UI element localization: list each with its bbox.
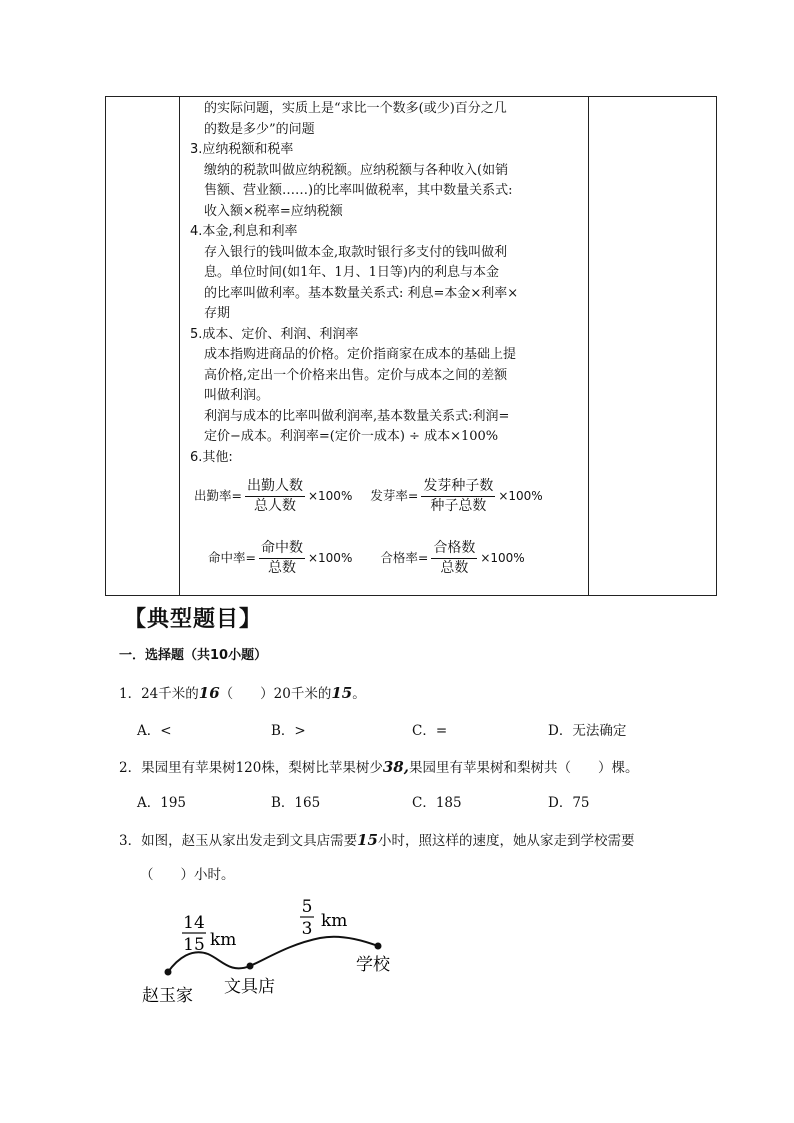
distance-1-numerator: 14 xyxy=(183,913,205,933)
heading-other: 6.其他: xyxy=(190,449,233,465)
question-text: 。 xyxy=(352,686,366,702)
formula-hit-rate xyxy=(208,539,352,578)
distance-1-denominator: 15 xyxy=(183,935,205,955)
formula-fraction xyxy=(421,477,495,516)
fraction-numerator: 发芽种子数 xyxy=(421,477,495,497)
notes-line: 的实际问题，实质上是“求比一个数多(或少)百分之几 xyxy=(204,101,507,116)
fraction-numerator: 命中数 xyxy=(259,539,305,559)
option-c[interactable]: C．185 xyxy=(412,795,462,811)
table-divider-left xyxy=(179,97,180,595)
heading-profit: 5.成本、定价、利润、利润率 xyxy=(190,326,359,342)
fraction-numerator: 出勤人数 xyxy=(245,477,305,497)
notes-line: 收入额×税率=应纳税额 xyxy=(204,203,343,219)
formula-tail: ×100% xyxy=(307,488,353,503)
question-text: 1．24千米的 xyxy=(119,686,199,702)
question-3 xyxy=(119,829,634,849)
option-d[interactable]: D．无法确定 xyxy=(548,723,627,739)
question-value: 15 xyxy=(331,684,353,702)
fraction-denominator: 总数 xyxy=(267,559,296,576)
notes-table xyxy=(105,96,717,596)
notes-line: 成本指购进商品的价格。定价指商家在成本的基础上提 xyxy=(204,347,517,362)
fraction-denominator: 总人数 xyxy=(253,497,296,514)
formula-label: 出勤率= xyxy=(194,487,242,503)
formula-tail: ×100% xyxy=(498,488,543,503)
notes-line: 缴纳的税款叫做应纳税额。应纳税额与各种收入(如销 xyxy=(204,162,509,178)
formula-label: 合格率= xyxy=(380,549,429,565)
option-a[interactable]: A．< xyxy=(137,723,172,739)
notes-line: 高价格,定出一个价格来出售。定价与成本之间的差额 xyxy=(204,367,508,383)
formula-tail: ×100% xyxy=(307,550,353,565)
question-text: 果园里有苹果树和梨树共（ ）棵。 xyxy=(408,760,639,776)
notes-line: 叫做利润。 xyxy=(204,388,270,403)
distance-2-numerator: 5 xyxy=(301,897,313,917)
question-value: 15 xyxy=(357,831,378,849)
notes-line: 定价−成本。利润率=(定价一成本) ÷ 成本×100% xyxy=(204,429,499,444)
formula-attendance xyxy=(194,477,352,516)
question-1 xyxy=(119,682,366,702)
formula-row xyxy=(194,530,590,586)
option-b[interactable]: B．> xyxy=(271,723,306,739)
notes-line: 利润与成本的比率叫做利润率,基本数量关系式:利润= xyxy=(204,408,510,424)
distance-2-unit: km xyxy=(321,911,348,931)
fraction-numerator: 合格数 xyxy=(431,539,477,559)
heading-tax: 3.应纳税额和税率 xyxy=(190,142,294,157)
option-d[interactable]: D．75 xyxy=(548,795,590,811)
label-home: 赵玉家 xyxy=(142,986,193,1006)
question-2 xyxy=(119,756,638,776)
option-a[interactable]: A．195 xyxy=(137,795,187,811)
label-store: 文具店 xyxy=(224,977,275,997)
formula-fraction xyxy=(259,539,305,578)
formula-tail: ×100% xyxy=(480,550,525,565)
distance-1-unit: km xyxy=(210,930,237,950)
question-text: （ ）20千米的 xyxy=(219,686,332,702)
formula-pass-rate xyxy=(380,539,524,578)
option-b[interactable]: B．165 xyxy=(271,795,321,811)
question-value: 16 xyxy=(198,684,220,702)
distance-2-denominator: 3 xyxy=(301,919,313,939)
school-point xyxy=(375,943,382,950)
formula-label: 命中率= xyxy=(208,549,256,565)
notes-line: 售额、营业额……)的比率叫做税率，其中数量关系式: xyxy=(204,183,513,198)
notes-line: 存入银行的钱叫做本金,取款时银行多支付的钱叫做利 xyxy=(204,244,508,260)
question-value: 38, xyxy=(382,758,409,776)
fraction-denominator: 总数 xyxy=(440,559,469,576)
notes-line: 的比率叫做利率。基本数量关系式: 利息=本金×利率× xyxy=(204,285,519,301)
fraction-denominator: 种子总数 xyxy=(430,497,487,514)
question-3-line2: （ ）小时。 xyxy=(140,867,235,883)
label-school: 学校 xyxy=(356,955,390,975)
formula-row xyxy=(194,468,590,524)
question-text: 小时，照这样的速度，她从家走到学校需要 xyxy=(377,833,635,849)
store-point xyxy=(247,963,254,970)
formula-fraction xyxy=(245,477,305,516)
section-title: 【典型题目】 xyxy=(124,607,263,632)
question-text: 2．果园里有苹果树120株，梨树比苹果树少 xyxy=(119,760,383,776)
formula-label: 发芽率= xyxy=(370,487,419,503)
route-diagram xyxy=(130,890,420,1020)
home-point xyxy=(165,969,172,976)
formula-germination xyxy=(370,477,542,516)
notes-content xyxy=(190,99,590,586)
section-subtitle: 一．选择题（共10小题） xyxy=(119,648,268,663)
option-c[interactable]: C．= xyxy=(412,723,448,739)
notes-line: 息。单位时间(如1年、1月、1日等)内的利息与本金 xyxy=(204,265,499,280)
notes-line: 的数是多少”的问题 xyxy=(204,121,315,137)
heading-interest: 4.本金,利息和利率 xyxy=(190,224,298,239)
notes-line: 存期 xyxy=(204,306,231,321)
formula-fraction xyxy=(431,539,477,578)
question-text: 3．如图，赵玉从家出发走到文具店需要 xyxy=(119,833,358,849)
